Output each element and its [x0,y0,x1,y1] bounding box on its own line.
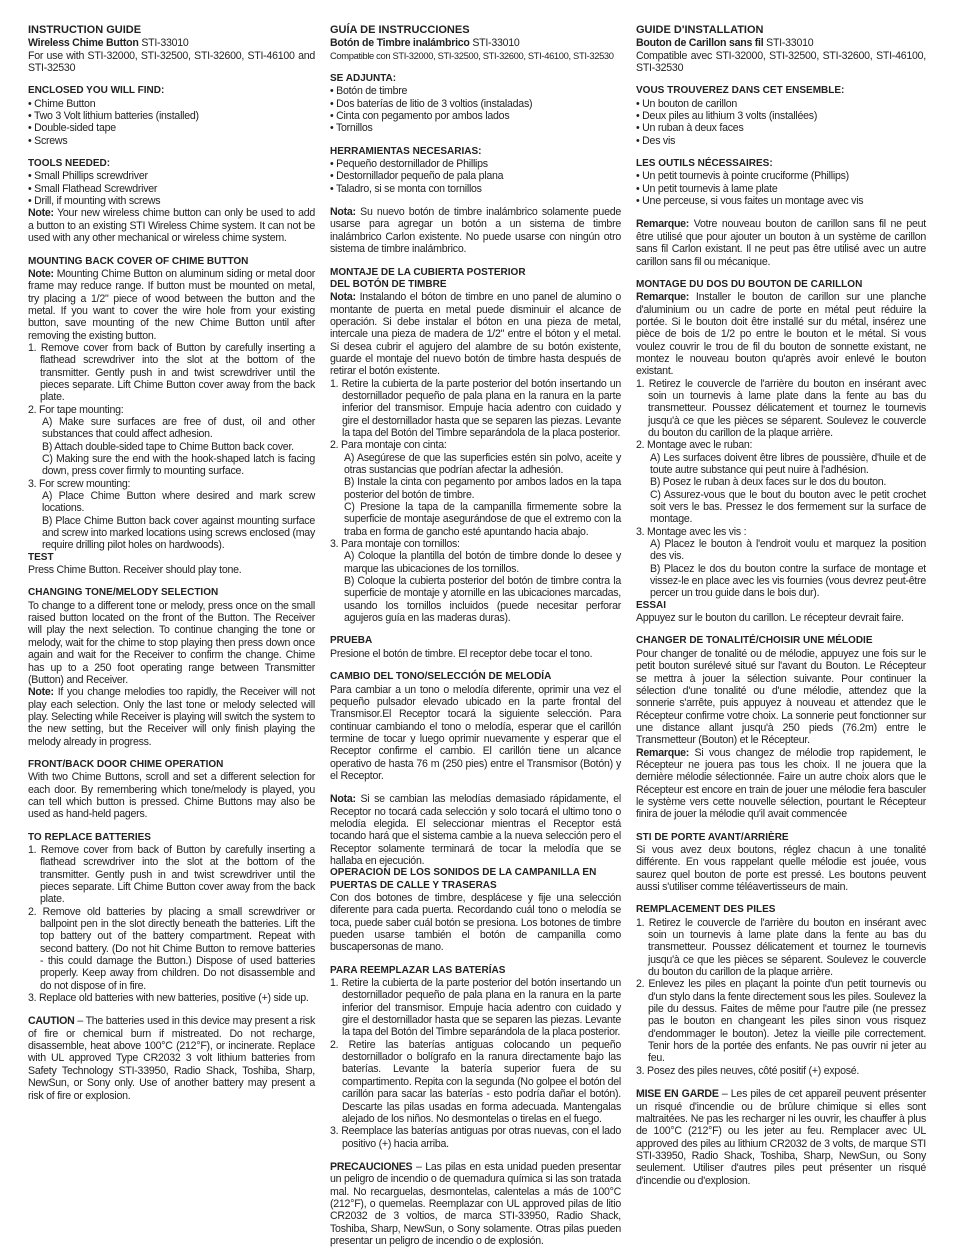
note: Remarque: Votre nouveau bouton de carillon sans fil ne peut être utilisé que pour ajouter un bouton à un système de carillon sans fil Carlon existant. Il ne peut pas être utilisé avec un autre carillon sans fil ou mécanique. [636,218,926,268]
step: 3. For screw mounting: [28,477,131,490]
sub-step: C) Making sure the end with the hook-shaped latch is facing down, press cover firmly to mounting surface. [42,453,315,478]
mounting-heading: MOUNTING BACK COVER OF CHIME BUTTON [28,255,249,267]
melody-note: Nota: Si se cambian las melodías demasiado rápidamente, el Receptor no tocará cada selección y solo tocará el ultimo tono o melodía elegida. El seleccionar mientras el Receptor está tocando hará que el sistema cambie a la nueva selección pero el Receptor solamente terminará de tocar la melodía que se hallaba en ejecución. [330,793,621,867]
list-item: • Cinta con pegamento por ambos lados [330,110,510,123]
step: 3. Reemplace las baterías antiguas por otras nuevas, con el lado positivo (+) hacia arriba. [330,1125,621,1150]
list-item: • Botón de timbre [330,85,408,98]
list-item: • Une perceuse, si vous faites un montage avec vis [636,195,864,208]
melody-text: Pour changer de tonalité ou de mélodie, appuyez une fois sur le petit bouton surélevé situé sur l'avant du Bouton. Le Récepteur se mettra à jouer la sélection suivante. Pour continuer la sélection d'une tonalité ou d'une mélodie, attendez que la sonnerie s'arrête, puis appuyez à nouveau et attendez que le Récepteur confirme votre choix. La sonnerie peut fonctionner sur une distance allant jusqu'à 250 pieds (76.2m) entre le Transmetteur (Bouton) et le Récepteur. [636,647,926,747]
list-item: • Small Phillips screwdriver [28,170,148,183]
list-item: • Double-sided tape [28,122,116,135]
list-item: • Pequeño destornillador de Phillips [330,158,488,171]
test-heading: TEST [28,551,54,563]
door-heading: OPERACION DE LOS SONIDOS DE LA CAMPANILLA EN [330,867,597,879]
sub-step: A) Asegúrese de que las superficies estén sin polvo, aceite y otras sustancias que podrían afectar la adhesión. [344,451,621,476]
test-text: Presione el botón de timbre. El receptor debe tocar el tono. [330,647,593,660]
melody-heading: CHANGING TONE/MELODY SELECTION [28,587,219,599]
sub-step: B) Place Chime Button back cover against mounting surface and screw into marked locations using screws enclosed (may require drilling pilot holes on hardwoods). [42,514,315,552]
sub-step: A) Les surfaces doivent être libres de poussière, d'huile et de toute autre substance qui peut nuire à l'adhésion. [650,451,926,476]
tools-heading: TOOLS NEEDED: [28,158,111,170]
test-heading: PRUEBA [330,635,373,647]
mounting-note: Nota: Instalando el bóton de timbre en uno panel de alumino o montante de puerta en metal puede disminuir el alcance de operación. Si debe instalar el bóton en una pieza de metal, intercale una pieza de madera de 1/2" entre el bóton y el metal. Si desea cubrir el agujero del alambre de su botón existente, guarde el montaje del nuevo botón de timbre hasta después de retirar el botón existente. [330,291,621,378]
note: Note: Your new wireless chime button can only be used to add a button to an existing STI Wireless Chime system. It can not be used with any other mechanical or wireless chime system. [28,207,315,245]
test-text: Press Chime Button. Receiver should play tone. [28,564,242,577]
list-item: • Two 3 Volt lithium batteries (installed) [28,110,199,123]
list-item: • Taladro, si se monta con tornillos [330,182,482,195]
step: 2. For tape mounting: [28,403,124,416]
melody-note: Remarque: Si vous changez de mélodie trop rapidement, le Récepteur ne jouera pas tous les choix. Il ne jouera que la dernière mélodie sélectionnée. Faire un autre choix alors que le Récepteur est encore en train de jouer une mélodie fera basculer le système vers cette nouvelle sélection, pourtant le Récepteur finira de jouer la mélodie qu'il avait commencée [636,746,926,821]
sub-step: A) Placez le bouton à l'endroit voulu et marquez la position des vis. [650,538,926,563]
list-item: • Un bouton de carillon [636,97,738,110]
list-item: • Un petit tournevis à pointe cruciforme (Phillips) [636,170,849,183]
title: GUIDE D'INSTALLATION [636,24,764,36]
step: 3. Posez des piles neuves, côté positif (+) exposé. [636,1064,860,1077]
step: 2. Montage avec le ruban: [636,439,753,452]
door-heading-line2: PUERTAS DE CALLE Y TRASERAS [330,879,497,891]
note: Nota: Su nuevo botón de timbre inalámbrico solamente puede usarse para agregar un botón a un sistema de timbre inalámbrico Carlon existente. No puede usarse con ningún otro sistema de timbre inalámbrico. [330,206,621,256]
compat-line: Compatible avec STI-32000, STI-32500, STI-32600, STI-46100, STI-32530 [636,49,926,75]
list-item: • Screws [28,134,68,147]
list-item: • Des vis [636,134,676,147]
batteries-heading: TO REPLACE BATTERIES [28,831,151,843]
step: 3. Replace old batteries with new batteries, positive (+) side up. [28,992,309,1005]
sub-step: C) Assurez-vous que le bout du bouton avec le petit crochet soit vers le bas. Pressez le dos fermement sur la surface de montage. [650,488,926,526]
product-line: Botón de Timbre inalámbrico STI-33010 [330,37,520,50]
list-item: • Destornillador pequeño de pala plana [330,170,504,183]
sub-step: B) Placez le dos du bouton contre la surface de montage et vissez-le en place avec les vis fournies (vous devrez peut-être percer un trou guide dans le bois dur). [650,562,926,600]
mounting-note: Remarque: Installer le bouton de carillon sur une planche d'aluminium ou un cadre de porte en métal peut réduire la portée. Si le bouton doit être installé sur du métal, insérez une pièce de bois de 1/2 po entre le bouton et le métal. Si vous voulez couvrir le trou de fil du bouton de sonnette existant, ne montez le nouveau bouton qu'après avoir enlevé le bouton existant. [636,291,926,378]
batteries-heading: PARA REEMPLAZAR LAS BATERÍAS [330,964,506,976]
list-item: • Chime Button [28,97,96,110]
title: GUÍA DE INSTRUCCIONES [330,24,470,36]
test-heading: ESSAI [636,599,667,611]
caution: PRECAUCIONES – Las pilas en esta unidad pueden presentar un peligro de incendio o de quemadura química si las son tratada mal. No recarguelas, desmontelas, calentelas a más de 100°C (212°F), o quemelas. Reemplazar con UL approved pilas de litio CR2032 de 3 voltios, de marca STI-33950, Radio Shack, Toshiba, Sharp, NewSun, o Sony solamente. Otras pilas pueden presentar un peligro de incendio o de explosión. [330,1160,621,1247]
list-item: • Un ruban à deux faces [636,122,744,135]
sub-step: B) Instale la cinta con pegamento por ambos lados en la tapa posterior del botón de timbre. [344,476,621,501]
tools-heading: LES OUTILS NÉCESSAIRES: [636,158,773,170]
spanish-column [330,24,621,1247]
test-text: Appuyez sur le bouton du carillon. Le récepteur devrait faire. [636,612,904,625]
door-text: Si vous avez deux boutons, réglez chacun à une tonalité différente. En vous rappelant quelle mélodie est jouée, vous saurez quel bouton de porte est pressé. Les boutons peuvent aussi s'utiliser comme téléavertisseurs de main. [636,843,926,893]
door-heading: STI DE PORTE AVANT/ARRIÈRE [636,831,789,843]
melody-heading: CHANGER DE TONALITÉ/CHOISIR UNE MÉLODIE [636,635,873,647]
list-item: • Deux piles au lithium 3 volts (installées) [636,110,818,123]
list-item: • Small Flathead Screwdriver [28,182,158,195]
sub-step: A) Coloque la plantilla del botón de timbre donde lo desee y marque las ubicaciones de los tornillos. [344,550,621,575]
french-column [636,24,926,1187]
title: INSTRUCTION GUIDE [28,24,142,36]
step: 2. Retire las baterías antiguas colocando un pequeño destornillador o bolígrafo en la ranura directamente bajo las baterías. Levante la batería superior fuera de su compartimento. Repita con la segunda (No golpee el botón del carillón para sacar las baterías - esto podría dañar el botón). Descarte las pilas usadas en forma adecuada. Mantengalas alejado de los niños. No desmontelas o tirelas en el fuego. [330,1038,621,1125]
compat-line: For use with STI-32000, STI-32500, STI-32600, STI-46100 and STI-32530 [28,49,315,75]
melody-text: To change to a different tone or melody, press once on the small raised button located on the front of the Button. The Receiver will play the next selection. To continue changing the tone or melody, wait for the chime to stop playing then press down once again and wait for the Receiver to confirm the change. Chime has up to a 250 foot operating range between Transmitter (Button) and Receiver. [28,599,315,686]
enclosed-heading: SE ADJUNTA: [330,73,397,85]
melody-text: Para cambiar a un tono o melodía diferente, oprimir una vez el pequeño pulsador elevado ubicado en la parte frontal del Transmisor.El Receptor tocará la siguiente selección. Para continuar cambiando el tono o melodía, esperar que el carillón termine de tocar y luego oprimir nuevamente y esperar que el Receptor confirme el cambio. El carillón tiene un alcance operativo de hasta 76 m (250 pies) entre el Transmisor (Botón) y el Receptor. [330,683,621,782]
list-item: • Tornillos [330,122,373,135]
sub-step: A) Place Chime Button where desired and mark screw locations. [42,490,315,515]
enclosed-heading: ENCLOSED YOU WILL FIND: [28,85,165,97]
tools-heading: HERRAMIENTAS NECESARIAS: [330,145,482,157]
sub-step: C) Presione la tapa de la campanilla firmemente sobre la superficie de montaje asegurándose de que el extremo con la traba en forma de gancho esté apuntando hacia abajo. [344,501,621,538]
mounting-note: Note: Mounting Chime Button on aluminum siding or metal door frame may reduce range. If button must be mounted on metal, try placing a 1/2" piece of wood between the button and the metal. If you want to cover the wire hole from your existing button, save mounting of the new Chime Button until after removing the existing button. [28,267,315,342]
step: 1. Remove cover from back of Button by carefully inserting a flathead screwdriver into the slot at the bottom of the transmitter. Gently push in and twist screwdriver until the pieces separate. Lift Chime Button cover away from the back plate. [28,341,315,404]
sub-step: B) Attach double-sided tape to Chime Button back cover. [42,440,294,453]
mounting-heading: MONTAJE DE LA CUBIERTA POSTERIOR [330,266,526,278]
caution: MISE EN GARDE – Les piles de cet appareil peuvent présenter un risqué d'incendie ou de brûlure chimique si elles sont maltraitées. Ne pas les recharger ni les ouvrir, les chauffer à plus de 100°C (212°F) ou les jeter au feu. Remplacer avec UL approved des piles au lithium CR2032 de 3 volts, de marque STI STI-33950, Radio Shack, Toshiba, Sharp, NewSun, ou Sony seulement. Utiliser d'autres piles peut présenter un risqué d'incendie ou d'explosion. [636,1088,926,1187]
door-text: Con dos botones de timbre, desplácese y fije una selección diferente para cada puerta. Recordando cuál tono o melodía se toca, puede saber cuál botón se presiona. Los botones de timbre pueden usarse también el botón de campanilla como buscapersonas de mano. [330,892,621,954]
mounting-heading-line2: DEL BOTÓN DE TIMBRE [330,278,447,290]
sub-step: B) Posez le ruban à deux faces sur le dos du bouton. [650,476,887,489]
step: 2. Para montaje con cinta: [330,439,447,452]
list-item: • Drill, if mounting with screws [28,195,161,208]
step: 1. Retire la cubierta de la parte posterior del botón insertando un destornillador pequeño de pala plana en la ranura en la parte inferior del transmisor. Empuje hacia adentro con cuidado y gire el destornillador hasta que se separen las piezas. Levante la tapa del Botón del Timbre separándola de la placa posterior. [330,377,621,439]
mounting-heading: MONTAGE DU DOS DU BOUTON DE CARILLON [636,278,863,290]
step: 2. Enlevez les piles en plaçant la pointe d'un petit tournevis ou d'un stylo dans la fente directement sous les piles. Soulevez la pile du dessus. Faites de même pour l'autre pile (ne pressez pas le bouton en changeant les piles sinon vous risquez d'endommager le bouton). Jetez la vieille pile correctement. Tenir hors de la portée des enfants. Ne pas ouvrir ni jeter au feu. [636,978,926,1065]
melody-note: Note: If you change melodies too rapidly, the Receiver will not play each selection. Only the last tone or melody selected will play. Selecting while Receiver is playing will switch the system to the new setting, but the Receiver will only finish playing the melody already in progress. [28,686,315,748]
step: 2. Remove old batteries by placing a small screwdriver or ballpoint pen in the slot directly beneath the batteries. Lift the top battery out of the battery compartment. Repeat with second battery. (Do not hit Chime Button to remove batteries - this could damage the Button.) Dispose of used batteries properly. Keep away from children. Do not disassemble and do not dispose of in fire. [28,905,315,992]
english-column [28,24,315,1102]
sub-step: A) Make sure surfaces are free of dust, oil and other substances that could affect adhesion. [42,415,315,441]
door-heading: FRONT/BACK DOOR CHIME OPERATION [28,758,224,770]
product-line: Wireless Chime Button STI-33010 [28,37,189,50]
caution: CAUTION – The batteries used in this device may present a risk of fire or chemical burn if mistreated. Do not recharge, disassemble, heat above 100°C (212°F), or incinerate. Replace with UL approved Type CR2032 3 volt lithium batteries from Safety Technology STI-33950, Radio Shack, Toshiba, Sharp, NewSun, or Sony only. Use of another battery may present a risk of fire or explosion. [28,1015,315,1102]
list-item: • Un petit tournevis à lame plate [636,182,778,195]
step: 3. Montage avec les vis : [636,525,747,538]
product-line: Bouton de Carillon sans fil STI-33010 [636,37,814,50]
door-text: With two Chime Buttons, scroll and set a different selection for each door. By remembering which tone/melody is played, you can tell which button is pressed. Chime Buttons may also be used as hand-held pagers. [28,771,315,821]
enclosed-heading: VOUS TROUVEREZ DANS CET ENSEMBLE: [636,85,845,97]
step: 1. Remove cover from back of Button by carefully inserting a flathead screwdriver into the slot at the bottom of the transmitter. Gently push in and twist screwdriver until the pieces separate. Lift Chime Button cover away from the back plate. [28,843,315,906]
step: 1. Retirez le couvercle de l'arrière du bouton en insérant avec soin un tournevis à lame plate dans la fente au bas du transmetteur. Poussez délicatement et tournez le tournevis jusqu'à ce que les pièces se séparent. Soulevez le couvercle du bouton du carillon de la plaque arrière. [636,377,926,439]
step: 1. Retire la cubierta de la parte posterior del botón insertando un destornillador pequeño de pala plana en la ranura en la parte inferior del transmisor. Empuje hacia adentro con cuidado y gire el destornillador hasta que se separen las piezas. Levante la tapa del Botón del Timbre separándola de la placa posterior. [330,977,621,1039]
sub-step: B) Coloque la cubierta posterior del botón de timbre contra la superficie de montaje y atornille en las ubicaciones marcadas, usando los tornillos incluidos (puede necesitar perforar agujeros guía en las maderas duras). [344,575,621,625]
batteries-heading: REMPLACEMENT DES PILES [636,904,776,916]
step: 3. Para montaje con tornillos: [330,538,460,551]
step: 1. Retirez le couvercle de l'arrière du bouton en insérant avec soin un tournevis à lame plate dans la fente au bas du transmetteur. Poussez délicatement et tournez le tournevis jusqu'à ce que les pièces se séparent. Soulevez le couvercle du bouton du carillon de la plaque arrière. [636,916,926,979]
melody-heading: CAMBIO DEL TONO/SELECCIÓN DE MELODÍA [330,671,552,683]
list-item: • Dos baterías de litio de 3 voltios (instaladas) [330,97,533,110]
compat-line: Compatible con STI-32000, STI-32500, STI-32600, STI-46100, STI-32530 [330,49,614,61]
